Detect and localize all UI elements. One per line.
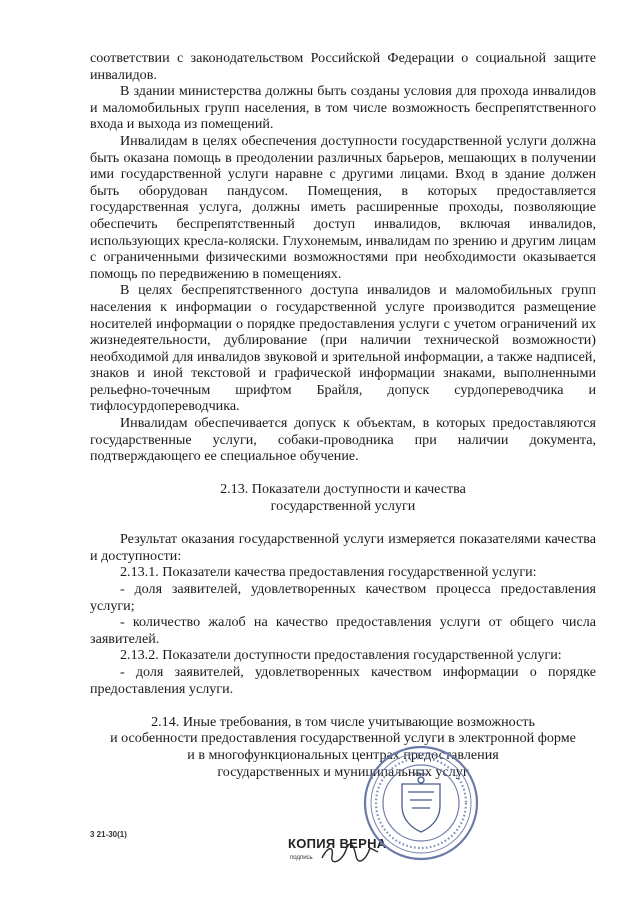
section-2-14-heading-line4: государственных и муниципальных услуг <box>217 763 469 780</box>
document-code: 3 21-30(1) <box>90 830 127 839</box>
section-2-13-heading-line2: государственной услуги <box>270 498 416 515</box>
list-item-complaints: - количество жалоб на качество предоставления услуги от общего числа заявителей. <box>90 614 596 647</box>
official-seal-icon <box>362 744 480 862</box>
paragraph-accessibility-assistance: Инвалидам в целях обеспечения доступности государственной услуги должна быть оказана помощь в преодолении различных барьеров, мешающих в получении ими государственной услуги наравне с другими лицами. Вход в здание должен быть оборудован пандусом. Помещения, в которых предоставляется государственная услуга, должны иметь расширенные проходы, позволяющие обеспечить беспрепятственный доступ инвалидов, включая инвалидов, использующих кресла-коляски. Глухонемым, инвалидам по зрению и другим лицам с ограниченными физическими возможностями при необходимости оказывается помощь по передвижению в помещениях. <box>90 132 596 282</box>
paragraph-guide-dog: Инвалидам обеспечивается допуск к объектам, в которых предоставляются государственные услуги, собаки-проводника при наличии документа, подтверждающего ее специальное обучение. <box>90 415 596 465</box>
paragraph-accessibility-indicators: 2.13.2. Показатели доступности предоставления государственной услуги: <box>120 647 562 664</box>
paragraph-building-conditions: В здании министерства должны быть созданы условия для прохода инвалидов и маломобильных групп населения, в том числе возможность беспрепятственного входа и выхода из помещений. <box>90 83 596 133</box>
paragraph-quality-indicators: 2.13.1. Показатели качества предоставления государственной услуги: <box>120 564 537 581</box>
list-item-satisfied-information: - доля заявителей, удовлетворенных качеством информации о порядке предоставления услуги. <box>90 663 596 697</box>
document-body <box>90 50 596 780</box>
signature-label: подпись <box>290 855 313 861</box>
list-item-satisfied-process: - доля заявителей, удовлетворенных качеством процесса предоставления услуги; <box>90 581 596 614</box>
section-2-13-heading-line1: 2.13. Показатели доступности и качества <box>220 481 466 498</box>
copy-certified-stamp: КОПИЯ ВЕРНА <box>288 836 387 851</box>
paragraph-information-access: В целях беспрепятственного доступа инвалидов и маломобильных групп населения к информации о государственной услуге производится размещение носителей информации о порядке предоставления услуги с учетом ограничений их жизнедеятельности, дублирование (при наличии технической возможности) необходимой для инвалидов звуковой и зрительной информации, а также надписей, знаков и иной текстовой и графической информации знаками, выполненными рельефно-точечным шрифтом Брайля, допуск сурдопереводчика и тифлосурдопереводчика. <box>90 282 596 415</box>
section-2-14-heading-line2: и особенности предоставления государственной услуги в электронной форме <box>110 730 576 747</box>
section-2-14-heading-line3: и в многофункциональных центрах предоставления <box>187 746 499 763</box>
section-2-14-heading-line1: 2.14. Иные требования, в том числе учитывающие возможность <box>151 713 535 730</box>
paragraph-result-indicators: Результат оказания государственной услуги измеряется показателями качества и доступности: <box>90 531 596 564</box>
paragraph-continuation: соответствии с законодательством Российской Федерации о социальной защите инвалидов. <box>90 50 596 83</box>
